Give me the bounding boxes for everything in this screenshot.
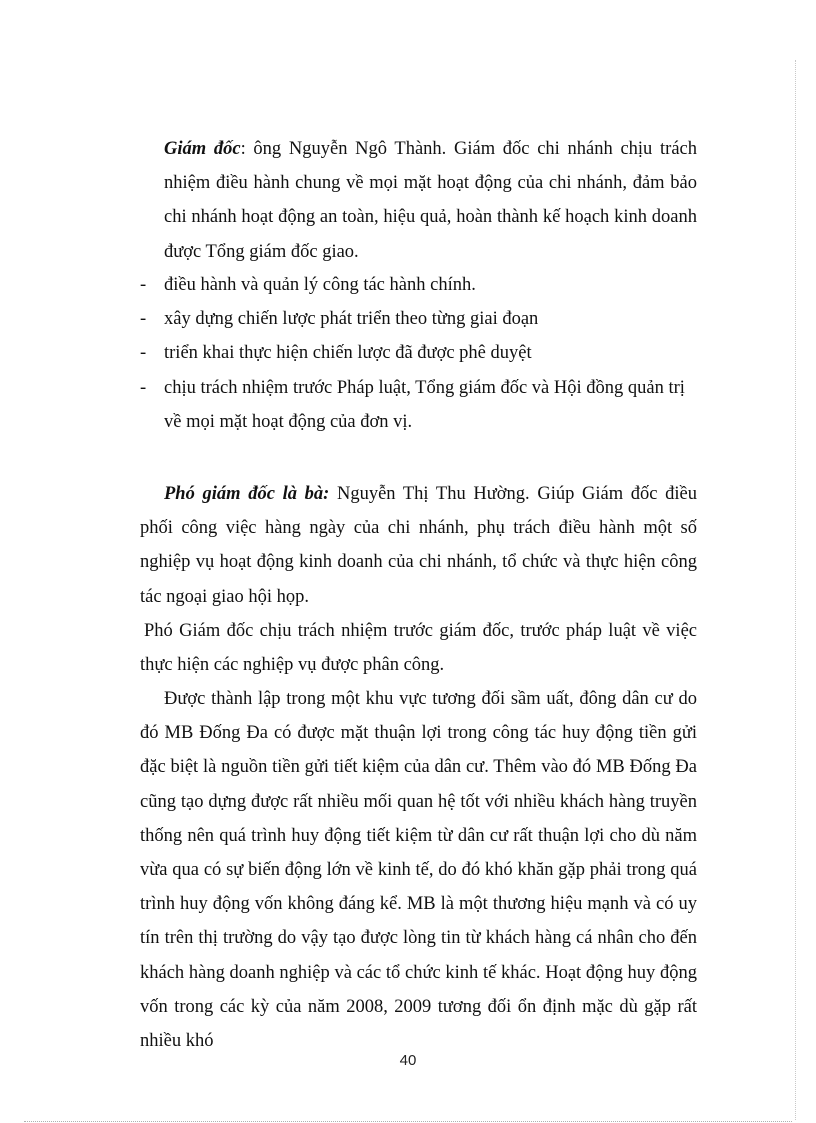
bullet-dash: - — [140, 343, 147, 364]
director-label: Giám đốc — [164, 139, 241, 159]
list-item — [140, 268, 697, 302]
list-item — [140, 336, 697, 370]
deputy-label: Phó giám đốc là bà: — [164, 484, 330, 504]
bottom-margin-rule — [24, 1121, 792, 1122]
list-item-text: xây dựng chiến lược phát triển theo từng giai đoạn — [164, 309, 539, 330]
director-duties-list — [140, 268, 697, 439]
list-item-text: điều hành và quản lý công tác hành chính. — [164, 275, 476, 295]
list-item-text: chịu trách nhiệm trước Pháp luật, Tổng giám đốc và Hội đồng quản trị về mọi mặt hoạt động của đơn vị. — [164, 377, 685, 432]
page-number: 40 — [399, 1052, 417, 1069]
bullet-dash: - — [140, 377, 147, 398]
list-item — [140, 302, 697, 336]
deputy-text: Nguyễn Thị Thu Hường. Giúp Giám đốc điều phối công việc hàng ngày của chi nhánh, phụ trách điều hành một số nghiệp vụ hoạt động kinh doanh của chi nhánh, tổ chức và thực hiện công tác ngoại giao hội họp. — [140, 484, 697, 607]
responsibility-paragraph: Phó Giám đốc chịu trách nhiệm trước giám đốc, trước pháp luật về việc thực hiện các nghiệp vụ được phân công. — [140, 621, 697, 676]
bullet-dash: - — [140, 275, 147, 295]
right-margin-rule — [795, 60, 796, 1120]
director-paragraph — [164, 132, 697, 269]
director-text: : ông Nguyễn Ngô Thành. Giám đốc chi nhánh chịu trách nhiệm điều hành chung về mọi mặt hoạt động của chi nhánh, đảm bảo chi nhánh hoạt động an toàn, hiệu quả, hoàn thành kế hoạch kinh doanh được Tổng giám đốc giao. — [164, 139, 697, 262]
deputy-paragraph — [140, 477, 697, 614]
list-item-text: triển khai thực hiện chiến lược đã được phê duyệt — [164, 343, 532, 364]
mobilization-paragraph: Được thành lập trong một khu vực tương đối sầm uất, đông dân cư do đó MB Đống Đa có được mặt thuận lợi trong công tác huy động tiền gửi đặc biệt là nguồn tiền gửi tiết kiệm của dân cư. Thêm vào đó MB Đống Đa cũng tạo dựng được rất nhiều mối quan hệ tốt với nhiều khách hàng truyền thống nên quá trình huy động tiết kiệm từ dân cư rất thuận lợi cho dù năm vừa qua có sự biến động lớn về kinh tế, do đó khó khăn gặp phải trong quá trình huy động vốn không đáng kể. MB là một thương hiệu mạnh và có uy tín trên thị trường do vậy tạo được lòng tin từ khách hàng cá nhân cho đến khách hàng doanh nghiệp và các tổ chức kinh tế khác. Hoạt động huy động vốn trong các kỳ của năm 2008, 2009 tương đối ổn định mặc dù gặp rất nhiều khó — [140, 689, 697, 1052]
list-item — [140, 371, 697, 439]
bullet-dash: - — [140, 309, 147, 330]
